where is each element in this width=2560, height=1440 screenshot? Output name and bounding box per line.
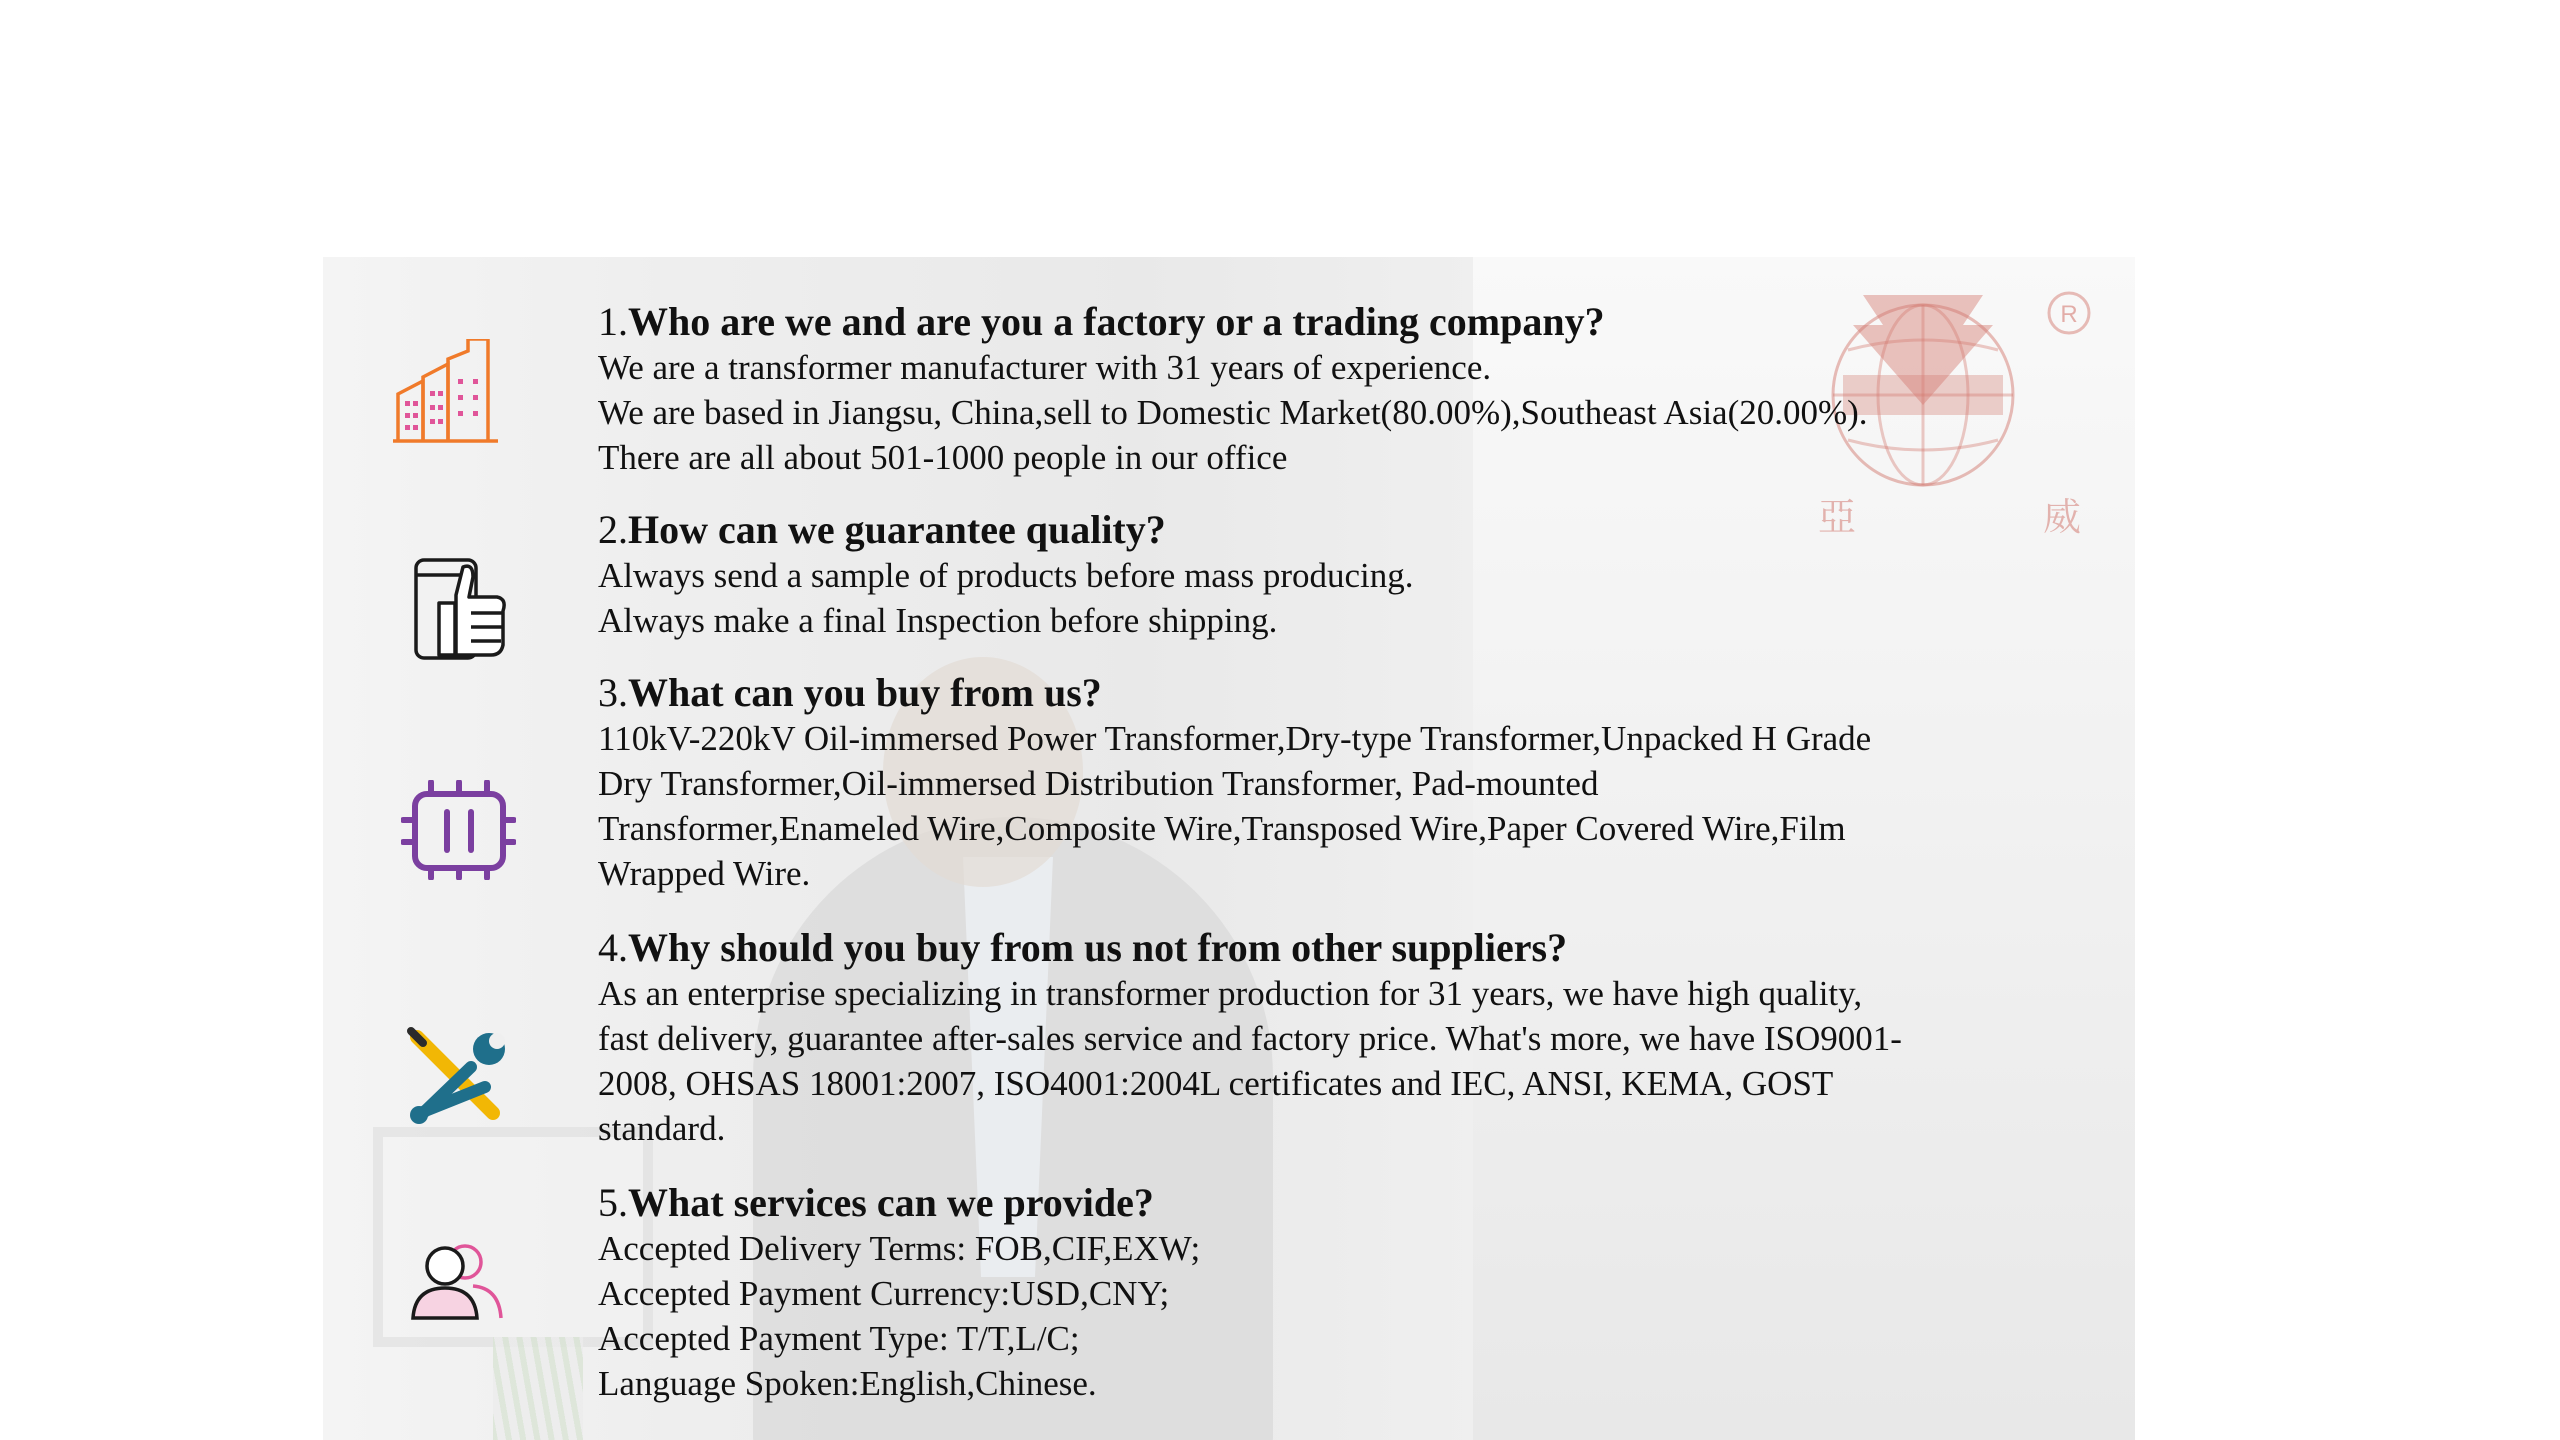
factory-icon [393, 339, 503, 449]
logo-char-left: 亞 [1818, 495, 1857, 535]
faq-answer-line: 2008, OHSAS 18001:2007, ISO4001:2004L certificates and IEC, ANSI, KEMA, GOST [598, 1064, 1834, 1103]
faq-answer-line: Dry Transformer,Oil-immersed Distribution Transformer, Pad-mounted [598, 764, 1599, 803]
faq-answer-line: Transformer,Enameled Wire,Composite Wire,Transposed Wire,Paper Covered Wire,Film [598, 809, 1846, 848]
faq-question-5: 5.What services can we provide? [598, 1180, 1154, 1225]
background-pencils [493, 1337, 583, 1440]
faq-text-4 [598, 925, 2018, 1151]
faq-answer-line: There are all about 501-1000 people in our office [598, 438, 1288, 477]
faq-question-4: 4.Why should you buy from us not from other suppliers? [598, 925, 1568, 970]
faq-question-3: 3.What can you buy from us? [598, 670, 1102, 715]
faq-question-1: 1.Who are we and are you a factory or a trading company? [598, 299, 1605, 344]
faq-answer-line: Accepted Delivery Terms: FOB,CIF,EXW; [598, 1229, 1201, 1268]
faq-answer-line: 110kV-220kV Oil-immersed Power Transformer,Dry-type Transformer,Unpacked H Grade [598, 719, 1872, 758]
faq-panel [323, 257, 2135, 1440]
faq-answer-line: Wrapped Wire. [598, 854, 811, 893]
faq-question-2: 2.How can we guarantee quality? [598, 507, 1166, 552]
faq-answer-line: We are based in Jiangsu, China,sell to Domestic Market(80.00%),Southeast Asia(20.00%). [598, 393, 1868, 432]
tools-icon [405, 1027, 505, 1127]
thumbs-up-icon [411, 555, 511, 665]
faq-text-1 [598, 299, 2018, 480]
faq-text-2 [598, 507, 2018, 643]
users-icon [411, 1242, 506, 1322]
faq-text-3 [598, 670, 2018, 896]
faq-answer-line: Always make a final Inspection before shipping. [598, 601, 1278, 640]
faq-text-5 [598, 1180, 2018, 1406]
faq-answer-line: Accepted Payment Type: T/T,L/C; [598, 1319, 1080, 1358]
faq-answer-line: We are a transformer manufacturer with 31 years of experience. [598, 348, 1492, 387]
faq-answer-line: Accepted Payment Currency:USD,CNY; [598, 1274, 1170, 1313]
faq-answer-line: Language Spoken:English,Chinese. [598, 1364, 1097, 1403]
logo-char-right: 威 [2043, 495, 2082, 535]
faq-answer-line: As an enterprise specializing in transformer production for 31 years, we have high quality, [598, 974, 1863, 1013]
registered-mark: R [2060, 301, 2078, 328]
faq-answer-line: standard. [598, 1109, 726, 1148]
faq-answer-line: Always send a sample of products before mass producing. [598, 556, 1414, 595]
faq-answer-line: fast delivery, guarantee after-sales service and factory price. What's more, we have ISO9001- [598, 1019, 1902, 1058]
chip-icon [401, 780, 516, 880]
